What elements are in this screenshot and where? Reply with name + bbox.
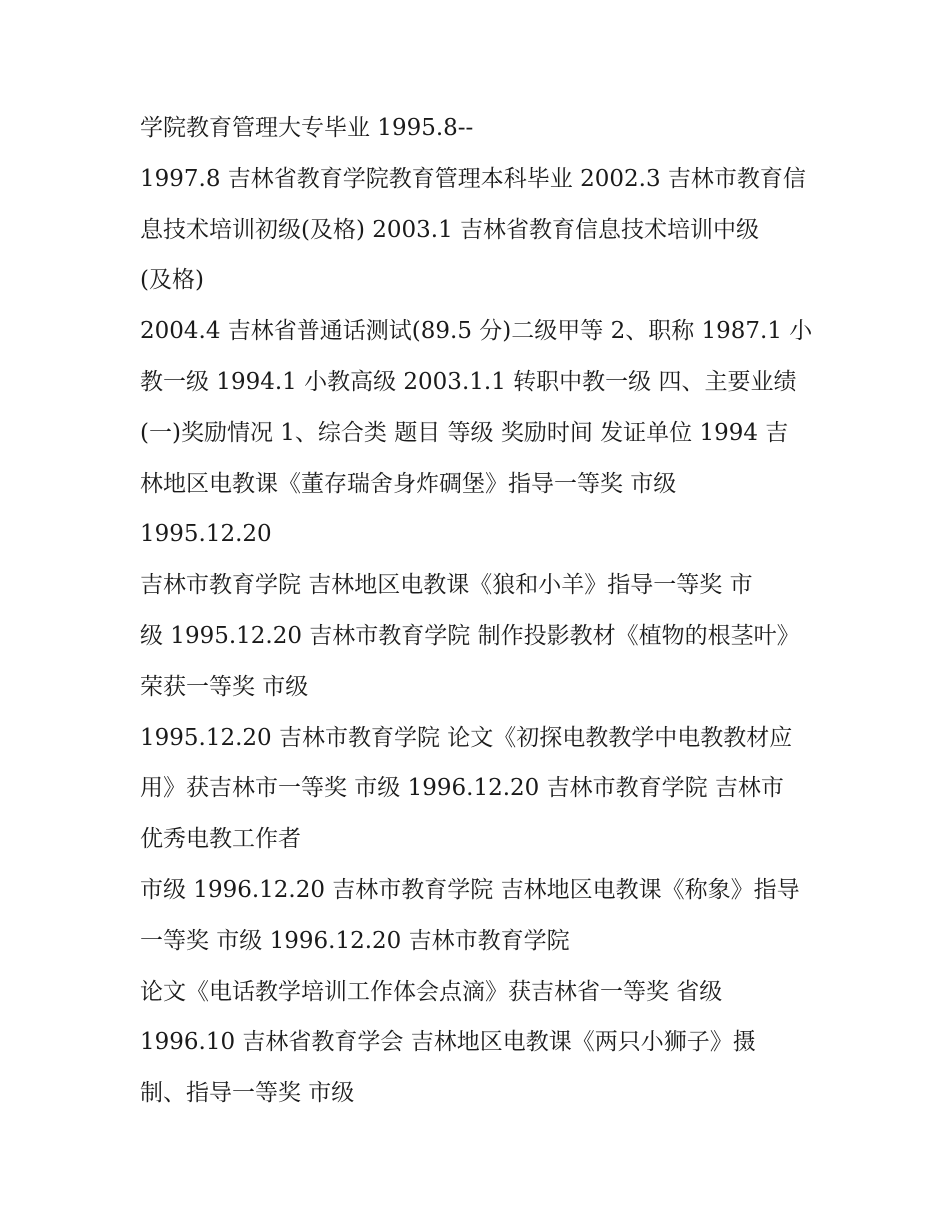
text-line: 2004.4 吉林省普通话测试(89.5 分)二级甲等 2、职称 1987.1 小 [140, 318, 813, 345]
text-line: 制、指导一等奖 市级 [140, 1080, 355, 1107]
text-line: 1995.12.20 吉林市教育学院 论文《初探电教教学中电教教材应 [140, 724, 793, 751]
text-line: 1997.8 吉林省教育学院教育管理本科毕业 2002.3 吉林市教育信 [140, 165, 806, 192]
text-line: 市级 1996.12.20 吉林市教育学院 吉林地区电教课《称象》指导 [140, 876, 800, 903]
text-line: (及格) [140, 267, 204, 294]
text-line: (一)奖励情况 1、综合类 题目 等级 奖励时间 发证单位 1994 吉 [140, 419, 789, 446]
text-line: 吉林市教育学院 吉林地区电教课《狼和小羊》指导一等奖 市 [140, 572, 753, 599]
text-line: 1995.12.20 [140, 521, 272, 548]
text-line: 息技术培训初级(及格) 2003.1 吉林省教育信息技术培训中级 [140, 216, 760, 243]
text-line: 教一级 1994.1 小教高级 2003.1.1 转职中教一级 四、主要业绩 [140, 368, 797, 395]
text-line: 荣获一等奖 市级 [140, 673, 309, 700]
text-line: 1996.10 吉林省教育学会 吉林地区电教课《两只小狮子》摄 [140, 1029, 756, 1056]
text-line: 用》获吉林市一等奖 市级 1996.12.20 吉林市教育学院 吉林市 [140, 775, 784, 802]
text-line: 优秀电教工作者 [140, 826, 301, 853]
document-body [140, 103, 820, 1119]
text-line: 级 1995.12.20 吉林市教育学院 制作投影教材《植物的根茎叶》 [140, 622, 800, 649]
text-line: 一等奖 市级 1996.12.20 吉林市教育学院 [140, 927, 570, 954]
text-line: 学院教育管理大专毕业 1995.8-- [140, 115, 474, 141]
text-line: 林地区电教课《董存瑞舍身炸碉堡》指导一等奖 市级 [140, 470, 677, 497]
text-line: 论文《电话教学培训工作体会点滴》获吉林省一等奖 省级 [140, 978, 723, 1005]
